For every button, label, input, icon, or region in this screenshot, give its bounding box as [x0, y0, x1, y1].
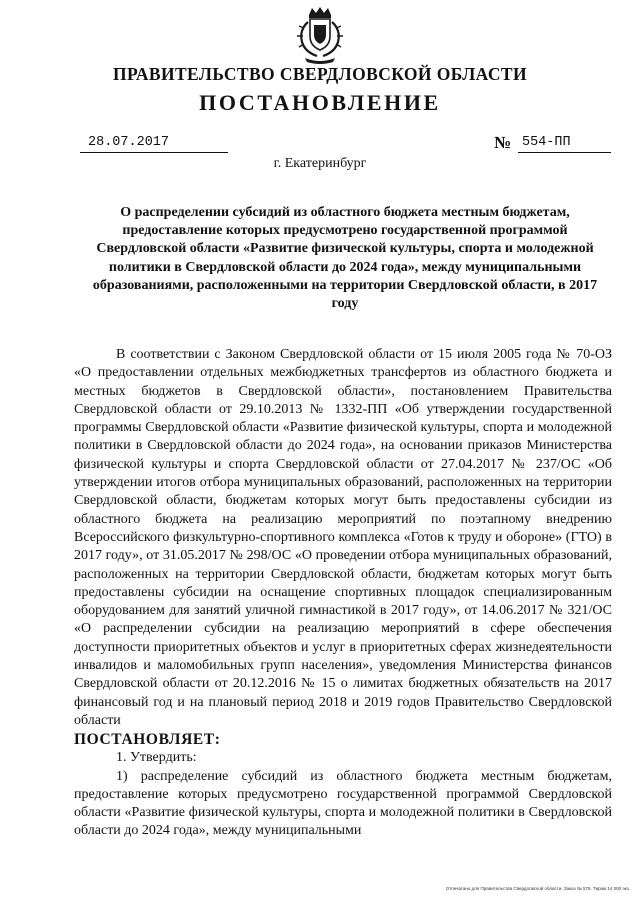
- print-note: Отпечатано для Правительства Свердловской области. Заказ № 576. Тираж 14 000 экз.: [445, 886, 630, 891]
- government-title: ПРАВИТЕЛЬСТВО СВЕРДЛОВСКОЙ ОБЛАСТИ: [113, 64, 527, 84]
- item-1-1: 1) распределение субсидий из областного бюджета местным бюджетам, предоставление которых предусмотрено государственной программой Свердловской области «Развитие физической культуры, спорта и молодежной политики в Свердловской области до 2024 года», между муниципальными: [74, 768, 612, 839]
- document-date: 28.07.2017: [80, 134, 228, 153]
- item-1: 1. Утвердить:: [116, 750, 197, 766]
- document-type: ПОСТАНОВЛЕНИЕ: [199, 90, 441, 115]
- document-number: 554-ПП: [518, 134, 611, 153]
- preamble-paragraph: В соответствии с Законом Свердловской области от 15 июля 2005 года № 70-ОЗ «О предоставлении отдельных межбюджетных трансфертов из областного бюджета и местных бюджетов в Свердловской области», постановлением Правительства Свердловской области от 29.10.2013 № 1332-ПП «Об утверждении государственной программы Свердловской области «Развитие физической культуры, спорта и молодежной политики в Свердловской области до 2024 года», на основании приказов Министерства физической культуры и спорта Свердловской области от 27.04.2017 № 237/ОС «Об утверждении итогов отбора муниципальных образований, расположенных на территории Свердловской области, бюджетам которых могут быть предоставлены субсидии из областного бюджета на реализацию мероприятий по поэтапному внедрению Всероссийского физкультурно-спортивного комплекса «Готов к труду и обороне» (ГТО) в 2017 году», от 31.05.2017 № 298/ОС «О проведении отбора муниципальных образований, расположенных на территории Свердловской области, бюджетам которых могут быть предоставлены субсидии на оснащение спортивных площадок специализированным оборудованием для занятий уличной гимнастикой в 2017 году», от 14.06.2017 № 321/ОС «О распределении субсидии на реализацию мероприятий в сфере обеспечения доступности приоритетных объектов и услуг в приоритетных сферах жизнедеятельности инвалидов и маломобильных групп населения», уведомления Министерства финансов Свердловской области от 20.12.2016 № 15 о лимитах бюджетных обязательств на 2017 финансовый год и на плановый период 2018 и 2019 годов Правительство Свердловской области: [74, 347, 612, 728]
- resolves-heading: ПОСТАНОВЛЯЕТ:: [74, 731, 221, 749]
- coat-of-arms-icon: [295, 6, 345, 64]
- city: г. Екатеринбург: [273, 156, 367, 171]
- number-sign: №: [494, 133, 512, 152]
- document-body: [74, 346, 612, 841]
- document-subject: О распределении субсидий из областного бюджета местным бюджетам, предоставление которых предусмотрено государственной программой Свердловской области «Развитие физической культуры, спорта и молодежной политики в Свердловской области до 2024 года», между муниципальными образованиями, расположенными на территории Свердловской области, в 2017 году: [92, 205, 598, 312]
